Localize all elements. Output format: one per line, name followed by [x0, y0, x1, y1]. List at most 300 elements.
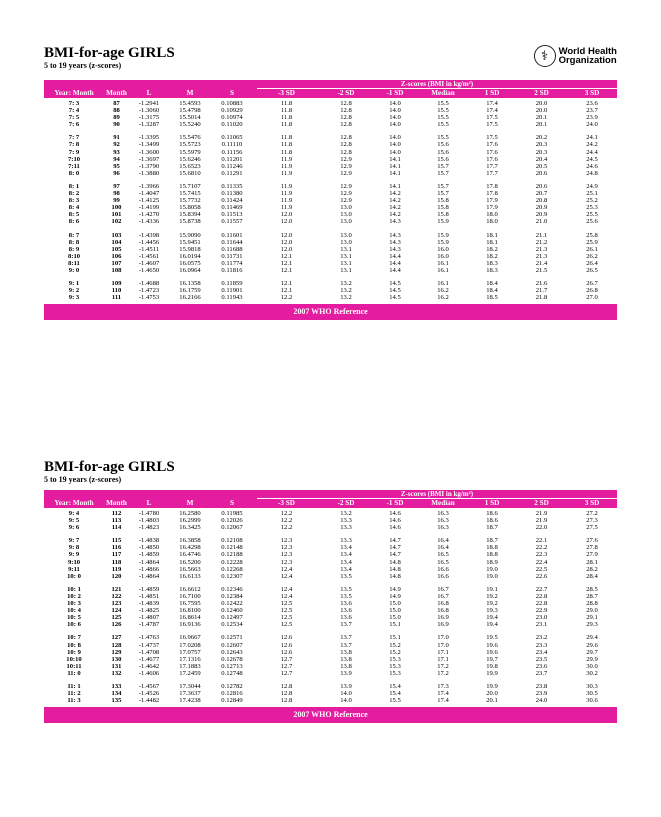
zscore-header: [44, 80, 617, 89]
table-cell: 15.6810: [179, 169, 201, 177]
table-cell: 7: 6: [68, 121, 80, 129]
table-row: [44, 649, 617, 656]
table-cell: 13.5: [340, 572, 352, 580]
table-cell: 105: [111, 245, 122, 253]
table-cell: 23.6: [535, 662, 548, 670]
table-cell: 109: [111, 280, 122, 288]
column-header: S: [230, 89, 234, 97]
table-cell: 15.5: [437, 121, 449, 129]
table-cell: 13.0: [340, 204, 352, 212]
page-title: BMI-for-age GIRLS: [44, 459, 175, 475]
table-row: [44, 593, 617, 600]
table-cell: 12.3: [280, 537, 293, 545]
table-cell: 93: [113, 148, 120, 156]
table-cell: 9: 5: [68, 517, 80, 525]
table-cell: -1.4708: [138, 648, 160, 656]
table-cell: 13.8: [340, 662, 352, 670]
table-cell: 118: [111, 558, 122, 566]
table-cell: -1.4677: [138, 655, 160, 663]
table-row: [44, 141, 617, 148]
table-cell: 21.3: [535, 245, 548, 253]
table-cell: 10: 5: [67, 614, 81, 622]
table-cell: 117: [111, 551, 122, 559]
table-cell: 14.0: [389, 121, 401, 129]
table-row: [44, 544, 617, 551]
table-cell: 21.1: [535, 231, 548, 239]
table-cell: 132: [111, 669, 122, 677]
table-cell: 25.9: [586, 238, 598, 246]
table-row: [44, 239, 617, 246]
table-cell: 16.4746: [179, 551, 201, 559]
table-cell: 14.3: [389, 231, 401, 239]
table-cell: 18.8: [486, 551, 498, 559]
table-cell: 10: 1: [67, 585, 81, 593]
table-row: [44, 149, 617, 156]
table-cell: 0.11065: [221, 134, 243, 142]
table-cell: 0.11943: [221, 294, 243, 302]
table-cell: 20.2: [535, 134, 548, 142]
table-cell: 23.9: [586, 114, 598, 122]
table-row: [44, 683, 617, 690]
table-cell: 11.8: [280, 141, 293, 149]
table-cell: 0.12571: [221, 634, 243, 642]
table-cell: 24.0: [586, 121, 598, 129]
table-cell: -1.3600: [138, 148, 160, 156]
column-header: -2 SD: [337, 89, 355, 97]
who-emblem-icon: ⚕: [534, 45, 556, 67]
table-cell: 20.7: [535, 190, 548, 198]
table-cell: 12.8: [340, 100, 352, 107]
table-cell: 0.12067: [221, 524, 243, 532]
table-cell: 15.6246: [179, 155, 201, 163]
table-cell: 27.8: [586, 544, 598, 552]
table-cell: 28.7: [586, 592, 598, 600]
table-cell: 15.9090: [179, 231, 201, 239]
table-cell: 14.6: [389, 524, 401, 532]
table-cell: 13.0: [340, 238, 352, 246]
table-cell: 13.6: [340, 600, 352, 608]
table-cell: 22.6: [535, 572, 548, 580]
table-cell: 0.10883: [221, 100, 243, 107]
table-cell: 13.1: [340, 252, 352, 260]
table-cell: 14.8: [389, 558, 401, 566]
table-row: [44, 634, 617, 641]
table-cell: 96: [113, 169, 120, 177]
table-cell: 16.0194: [179, 252, 201, 260]
table-cell: 13.8: [340, 655, 352, 663]
table-cell: 13.9: [340, 669, 352, 677]
table-footer: 2007 WHO Reference: [44, 707, 617, 723]
table-cell: 0.12346: [221, 585, 243, 593]
table-cell: -1.4851: [138, 592, 160, 600]
table-cell: 0.11688: [221, 245, 243, 253]
table-cell: 0.11201: [221, 155, 243, 163]
table-cell: 12.8: [340, 148, 352, 156]
table-cell: 12.8: [280, 697, 293, 705]
table-cell: 9: 2: [68, 287, 80, 295]
table-cell: 8: 2: [68, 190, 80, 198]
column-header: -1 SD: [386, 499, 404, 507]
table-cell: 19.1: [486, 585, 498, 593]
table-cell: 21.3: [535, 252, 548, 260]
table-cell: -1.3060: [138, 107, 160, 115]
table-cell: 14.2: [389, 204, 401, 212]
table-cell: 15.7107: [179, 182, 201, 190]
table-cell: 29.9: [586, 655, 598, 663]
table-cell: 12.2: [280, 510, 293, 517]
table-row: [44, 100, 617, 107]
table-row: [44, 697, 617, 704]
table-cell: 15.2: [389, 641, 401, 649]
table-cell: 7: 9: [68, 148, 80, 156]
table-cell: 15.7732: [179, 197, 201, 205]
table-cell: 14.4: [389, 252, 401, 260]
table-cell: 14.7: [389, 551, 401, 559]
table-cell: 10:11: [66, 662, 82, 670]
table-cell: 15.6523: [179, 162, 201, 170]
table-cell: 0.11513: [221, 211, 243, 219]
table-cell: 15.0: [389, 600, 401, 608]
table-cell: 12.8: [280, 682, 293, 690]
table-cell: 0.12422: [221, 600, 243, 608]
table-cell: 24.6: [586, 162, 598, 170]
table-cell: 119: [111, 565, 122, 573]
table-row: [44, 246, 617, 253]
section-1: [44, 45, 617, 320]
table-cell: 21.6: [535, 280, 548, 288]
table-cell: 16.1: [437, 259, 449, 267]
table-cell: 12.2: [280, 524, 293, 532]
table-cell: 15.5240: [179, 121, 201, 129]
table-cell: 12.3: [280, 551, 293, 559]
table-cell: 16.2: [437, 287, 449, 295]
table-cell: 13.9: [340, 682, 352, 690]
table-cell: 21.9: [535, 510, 548, 517]
table-cell: 20.9: [535, 204, 548, 212]
table-cell: 116: [111, 544, 122, 552]
table-cell: 12.4: [280, 572, 293, 580]
table-cell: 12.4: [280, 565, 293, 573]
table-cell: 12.1: [280, 280, 293, 288]
table-cell: 134: [111, 690, 122, 698]
table-cell: 26.4: [586, 259, 598, 267]
table-cell: 90: [113, 121, 120, 129]
table-cell: 15.9451: [179, 238, 201, 246]
table-cell: 15.5: [437, 114, 449, 122]
table-cell: 11.8: [280, 100, 293, 107]
table-cell: 127: [111, 634, 122, 642]
table-cell: 15.8: [437, 197, 449, 205]
table-cell: -1.4859: [138, 585, 160, 593]
table-cell: 17.0: [437, 641, 449, 649]
table-cell: 15.9: [437, 231, 449, 239]
table-cell: 112: [111, 510, 122, 517]
table-cell: 0.11156: [221, 148, 243, 156]
table-cell: 22.7: [535, 585, 548, 593]
table-cell: 12.0: [280, 245, 293, 253]
table-row: [44, 586, 617, 593]
table-cell: 15.7415: [179, 190, 201, 198]
table-cell: 0.11557: [221, 218, 243, 226]
table-cell: 104: [111, 238, 122, 246]
table-row: [44, 510, 617, 517]
table-cell: 16.4: [437, 544, 449, 552]
table-cell: 28.4: [586, 572, 598, 580]
table-cell: 15.5: [437, 134, 449, 142]
table-cell: 8: 7: [68, 231, 80, 239]
table-cell: 24.0: [535, 697, 548, 705]
table-cell: 16.3: [437, 510, 449, 517]
table-cell: 23.9: [535, 690, 548, 698]
table-cell: -1.4803: [138, 517, 160, 525]
table-cell: 12.8: [340, 121, 352, 129]
table-cell: 20.0: [535, 107, 548, 115]
page-subtitle: 5 to 19 years (z-scores): [44, 61, 122, 70]
who-logo-text: World Health Organization: [558, 45, 617, 66]
table-cell: 15.9: [437, 238, 449, 246]
table-cell: 12.0: [280, 231, 293, 239]
table-cell: 0.12713: [221, 662, 243, 670]
table-cell: -1.4866: [138, 565, 160, 573]
table-cell: 13.4: [340, 551, 352, 559]
table-cell: 18.2: [486, 245, 498, 253]
table-cell: 0.12108: [221, 537, 243, 545]
table-cell: 13.2: [340, 280, 352, 288]
table-cell: 16.9136: [179, 621, 201, 629]
table-cell: 12.9: [340, 182, 352, 190]
table-cell: 17.2: [437, 669, 449, 677]
table-cell: 17.4238: [179, 697, 201, 705]
table-cell: 13.0: [340, 218, 352, 226]
table-cell: 17.0: [437, 634, 449, 642]
table-cell: 14.2: [389, 211, 401, 219]
table-cell: -1.4864: [138, 558, 160, 566]
table-row: [44, 114, 617, 121]
table-cell: 87: [113, 100, 120, 107]
table-cell: 8: 4: [68, 204, 80, 212]
table-cell: -1.4780: [138, 510, 160, 517]
column-header: 2 SD: [534, 499, 549, 507]
table-cell: 12.6: [280, 648, 293, 656]
table-cell: 17.6: [486, 155, 498, 163]
table-cell: 14.7: [389, 544, 401, 552]
table-cell: 17.1883: [179, 662, 201, 670]
table-cell: 18.3: [486, 259, 498, 267]
who-logo: [534, 45, 617, 67]
table-cell: 13.1: [340, 245, 352, 253]
table-cell: 19.5: [486, 634, 498, 642]
table-cell: -1.3790: [138, 162, 160, 170]
table-cell: 26.5: [586, 266, 598, 274]
table-cell: 0.12228: [221, 558, 243, 566]
table-cell: 28.5: [586, 585, 598, 593]
table-cell: 129: [111, 648, 122, 656]
table-cell: 89: [113, 114, 120, 122]
table-cell: 14.1: [389, 155, 401, 163]
table-cell: 17.8: [486, 182, 498, 190]
column-header: 1 SD: [484, 499, 500, 507]
table-cell: 24.4: [586, 148, 598, 156]
table-cell: 15.6: [437, 148, 449, 156]
table-cell: 14.4: [389, 259, 401, 267]
table-row: [44, 121, 617, 128]
table-cell: 98: [113, 190, 120, 198]
table-cell: 0.12497: [221, 614, 243, 622]
table-cell: 12.4: [280, 592, 293, 600]
table-cell: 11.9: [280, 190, 293, 198]
table-cell: 9: 4: [68, 510, 80, 517]
table-cell: 25.8: [586, 231, 598, 239]
table-cell: 27.5: [586, 524, 598, 532]
table-cell: -1.3697: [138, 155, 160, 163]
table-cell: 103: [111, 231, 122, 239]
table-row: [44, 218, 617, 225]
table-cell: 0.11901: [221, 287, 243, 295]
table-cell: 9: 8: [68, 544, 80, 552]
table-cell: 0.11774: [221, 259, 243, 267]
table-cell: 23.0: [535, 614, 548, 622]
table-cell: 22.0: [535, 524, 548, 532]
table-cell: 10: 6: [67, 621, 81, 629]
table-cell: 10: 9: [67, 648, 81, 656]
table-cell: 11.9: [280, 155, 293, 163]
table-cell: -1.4823: [138, 524, 160, 532]
table-cell: 18.7: [486, 524, 498, 532]
table-cell: 12.9: [340, 197, 352, 205]
table-cell: 120: [111, 572, 122, 580]
table-cell: 17.9: [486, 204, 498, 212]
table-cell: 99: [113, 197, 120, 205]
table-row: [44, 134, 617, 141]
column-header-row: [44, 499, 617, 508]
table-cell: 12.6: [280, 641, 293, 649]
table-cell: 17.5: [486, 121, 498, 129]
table-cell: 130: [111, 655, 122, 663]
page-subtitle: 5 to 19 years (z-scores): [44, 475, 122, 484]
table-cell: -1.3287: [138, 121, 160, 129]
table-cell: 19.6: [486, 648, 498, 656]
table-cell: 8: 5: [68, 211, 80, 219]
table-cell: 113: [111, 517, 122, 525]
table-cell: 18.1: [486, 238, 498, 246]
table-cell: 20.4: [535, 155, 548, 163]
table-cell: 16.2580: [179, 510, 201, 517]
table-cell: 21.8: [535, 294, 548, 302]
table-cell: 0.11644: [221, 238, 243, 246]
table-cell: 19.4: [486, 621, 498, 629]
table-cell: 28.2: [586, 565, 598, 573]
table-cell: 10: 3: [67, 600, 81, 608]
table-cell: 26.2: [586, 252, 598, 260]
table-cell: -1.2941: [138, 100, 160, 107]
table-cell: 16.4: [437, 537, 449, 545]
table-cell: 26.7: [586, 280, 598, 288]
zscore-header: [44, 490, 617, 499]
table-cell: -1.4270: [138, 211, 160, 219]
table-cell: 110: [111, 287, 122, 295]
table-cell: 13.3: [340, 537, 352, 545]
table-cell: 24.5: [586, 155, 598, 163]
table-cell: 11: 1: [67, 682, 81, 690]
table-cell: 19.6: [486, 641, 498, 649]
table-cell: 14.0: [340, 690, 352, 698]
table-cell: 0.12148: [221, 544, 243, 552]
table-cell: 20.6: [535, 182, 548, 190]
table-cell: 18.6: [486, 517, 498, 525]
table-cell: 14.1: [389, 182, 401, 190]
table-row: [44, 573, 617, 580]
table-cell: 10: 4: [67, 607, 81, 615]
table-cell: 12.8: [340, 141, 352, 149]
table-row: [44, 190, 617, 197]
table-cell: 12.3: [280, 544, 293, 552]
table-cell: 23.7: [586, 107, 598, 115]
table-cell: 0.10974: [221, 114, 243, 122]
table-cell: 17.2: [437, 662, 449, 670]
table-cell: 16.0575: [179, 259, 201, 267]
table-cell: 22.2: [535, 544, 548, 552]
table-cell: 16.1759: [179, 287, 201, 295]
table-cell: -1.4607: [138, 259, 160, 267]
table-cell: 17.3637: [179, 690, 201, 698]
table-cell: -1.4125: [138, 197, 160, 205]
table-cell: 17.6: [486, 141, 498, 149]
table-cell: 0.12307: [221, 572, 243, 580]
table-cell: 13.1: [340, 266, 352, 274]
table-cell: 11.8: [280, 107, 293, 115]
table-cell: 17.4: [437, 697, 449, 705]
table-cell: -1.4511: [138, 245, 160, 253]
table-cell: 12.9: [340, 155, 352, 163]
table-cell: 13.6: [340, 607, 352, 615]
table-cell: 95: [113, 162, 120, 170]
table-cell: -1.4787: [138, 621, 160, 629]
column-header: -3 SD: [278, 499, 295, 507]
table-cell: 25.2: [586, 197, 598, 205]
table-cell: 14.0: [389, 134, 401, 142]
table-cell: 22.5: [535, 565, 548, 573]
table-cell: 24.8: [586, 169, 598, 177]
table-cell: 15.1: [389, 621, 401, 629]
table-cell: 0.11335: [221, 182, 243, 190]
table-cell: 13.1: [340, 259, 352, 267]
table-row: [44, 204, 617, 211]
table-cell: 0.12748: [221, 669, 243, 677]
table-cell: 27.2: [586, 510, 598, 517]
table-cell: 11.9: [280, 169, 293, 177]
table-cell: 18.4: [486, 287, 498, 295]
table-cell: 26.8: [586, 287, 598, 295]
table-cell: 15.3: [389, 669, 401, 677]
table-cell: 131: [111, 662, 122, 670]
table-cell: 0.11859: [221, 280, 243, 288]
table-cell: -1.4047: [138, 190, 160, 198]
table-cell: 16.7595: [179, 600, 201, 608]
table-cell: 18.1: [486, 231, 498, 239]
table-cell: 19.7: [486, 655, 498, 663]
table-cell: 15.5979: [179, 148, 201, 156]
table-cell: 0.12643: [221, 648, 243, 656]
table-cell: 30.0: [586, 662, 598, 670]
table-cell: 12.6: [280, 634, 293, 642]
table-cell: 17.4: [486, 107, 498, 115]
table-cell: 17.3044: [179, 682, 201, 690]
section-2: [44, 459, 617, 723]
table-cell: 108: [111, 266, 122, 274]
table-cell: 17.5: [486, 114, 498, 122]
table-cell: 15.6: [437, 141, 449, 149]
table-cell: 21.7: [535, 287, 548, 295]
